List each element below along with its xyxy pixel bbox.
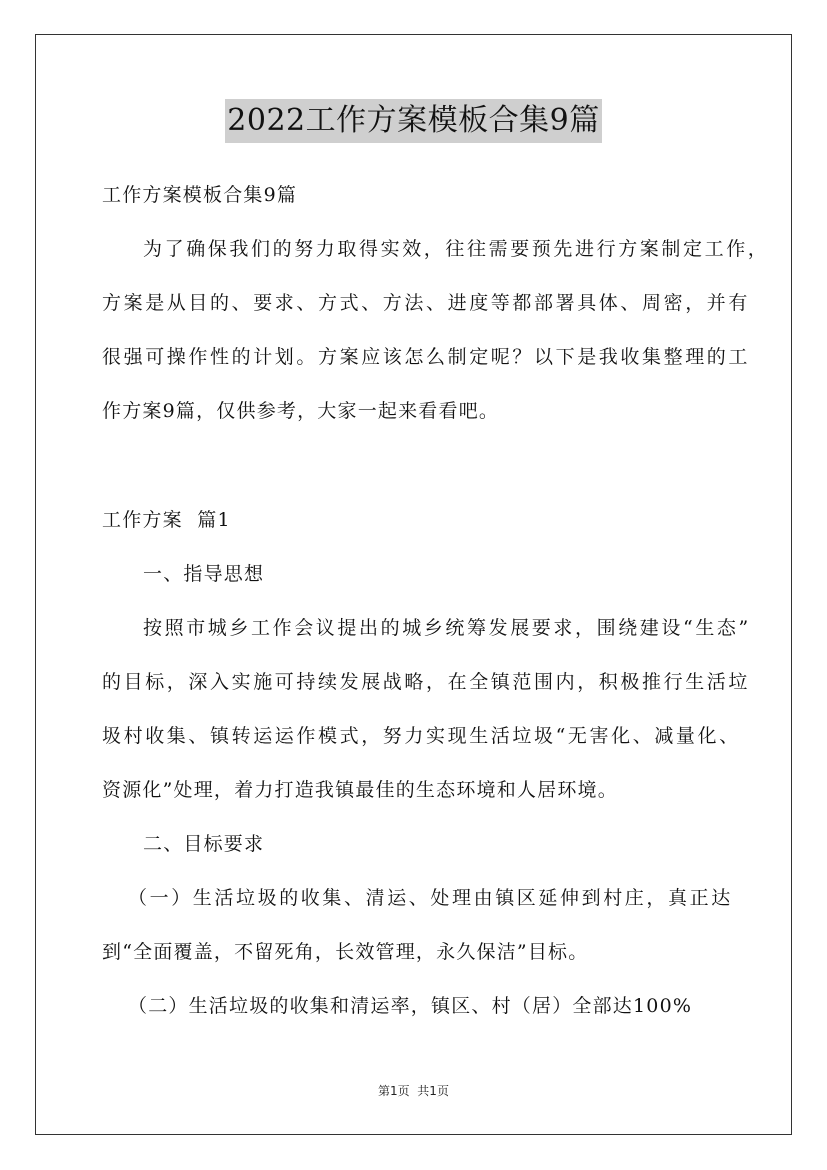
intro-line: 方案是从目的、要求、方式、方法、进度等都部署具体、周密，并有	[102, 292, 751, 314]
section-heading: 工作方案 篇1	[102, 509, 231, 531]
paragraph-line: 按照市城乡工作会议提出的城乡统筹发展要求，围绕建设“生态”	[143, 617, 751, 639]
intro-line: 作方案9篇，仅供参考，大家一起来看看吧。	[102, 400, 500, 422]
list-item-line: 到“全面覆盖，不留死角，长效管理，永久保洁”目标。	[102, 941, 589, 963]
list-item-line: （二）生活垃圾的收集和清运率，镇区、村（居）全部达100%	[128, 995, 693, 1017]
document-subtitle: 工作方案模板合集9篇	[102, 184, 298, 206]
paragraph-line: 资源化”处理，着力打造我镇最佳的生态环境和人居环境。	[102, 779, 618, 801]
intro-line: 很强可操作性的计划。方案应该怎么制定呢？以下是我收集整理的工	[102, 346, 751, 368]
list-item-line: （一）生活垃圾的收集、清运、处理由镇区延伸到村庄，真正达	[128, 887, 733, 909]
paragraph-line: 圾村收集、镇转运运作模式，努力实现生活垃圾“无害化、减量化、	[102, 725, 741, 747]
title-container	[0, 99, 827, 143]
heading-target-requirements: 二、目标要求	[143, 833, 265, 855]
heading-guiding-thought: 一、指导思想	[143, 563, 265, 585]
page-footer	[0, 1083, 827, 1099]
intro-line: 为了确保我们的努力取得实效，往往需要预先进行方案制定工作，	[143, 238, 770, 260]
document-title: 2022工作方案模板合集9篇	[225, 99, 601, 143]
paragraph-line: 的目标，深入实施可持续发展战略，在全镇范围内，积极推行生活垃	[102, 671, 751, 693]
page-number-label: 第1页 共1页	[378, 1084, 449, 1098]
